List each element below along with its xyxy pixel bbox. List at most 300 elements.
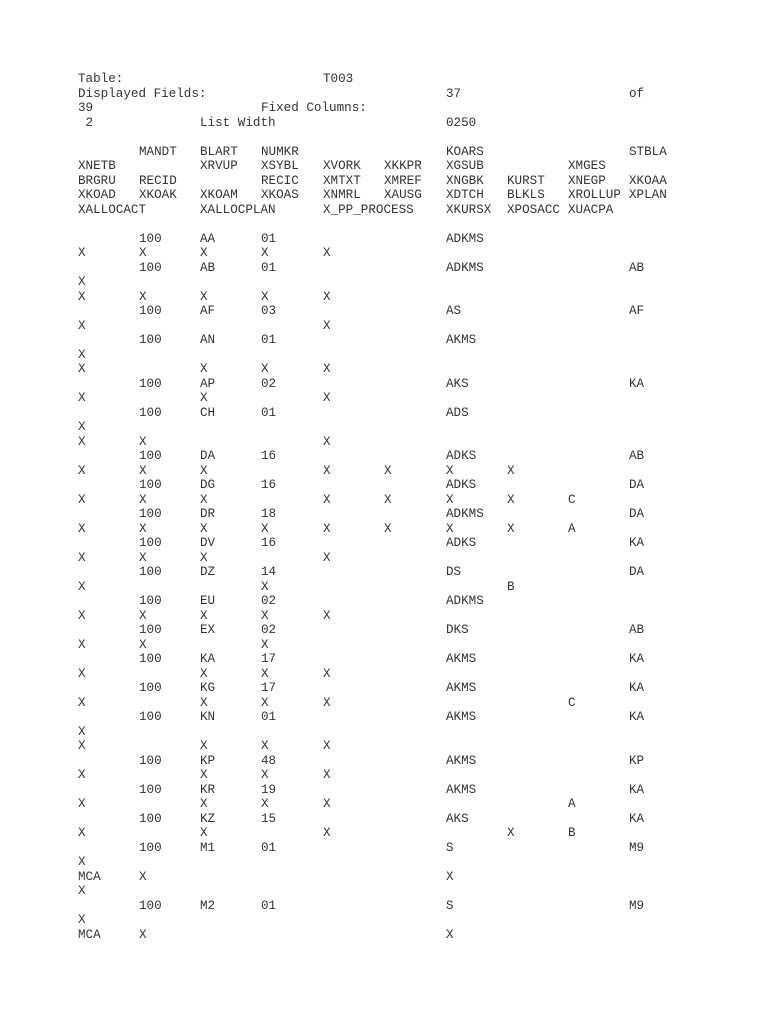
- text-line: [0, 507, 768, 522]
- cell-text: 100: [139, 753, 162, 768]
- cell-text: A: [568, 797, 576, 811]
- cell-text: DR: [200, 507, 216, 521]
- cell-text: X: [200, 362, 208, 376]
- cell-text: X: [200, 826, 208, 840]
- cell-text: ADKS: [446, 536, 477, 550]
- cell-text: KURST: [507, 173, 545, 188]
- cell-text: X: [323, 695, 331, 710]
- cell-text: M9: [629, 898, 645, 913]
- cell-text: X: [384, 521, 392, 536]
- cell-text: BLKLS: [507, 188, 545, 202]
- cell-text: Displayed Fields:: [78, 86, 207, 101]
- text-line: [0, 493, 768, 508]
- cell-text: KOARS: [446, 144, 484, 159]
- text-line: [0, 623, 768, 638]
- cell-text: X: [261, 695, 269, 710]
- cell-text: RECIC: [261, 173, 299, 188]
- cell-text: X: [200, 246, 208, 260]
- cell-text: XKOAS: [261, 188, 299, 202]
- cell-text: DV: [200, 536, 216, 550]
- cell-text: 01: [261, 840, 277, 855]
- cell-text: X: [78, 913, 86, 927]
- cell-text: 39: [78, 101, 94, 115]
- cell-text: X: [507, 521, 515, 536]
- cell-text: X: [78, 318, 86, 333]
- cell-text: 100: [139, 840, 162, 855]
- text-line: [0, 232, 768, 247]
- cell-text: 02: [261, 594, 277, 608]
- cell-text: X: [78, 797, 86, 811]
- cell-text: 03: [261, 304, 277, 318]
- cell-text: 16: [261, 449, 277, 463]
- cell-text: X: [78, 289, 86, 304]
- cell-text: X: [323, 434, 331, 449]
- cell-text: 100: [139, 710, 162, 724]
- cell-text: X: [323, 550, 331, 565]
- cell-text: 01: [261, 260, 277, 275]
- text-line: [0, 783, 768, 798]
- cell-text: X: [200, 391, 208, 405]
- cell-text: X: [261, 666, 269, 681]
- cell-text: ADS: [446, 405, 469, 420]
- cell-text: X: [78, 768, 86, 782]
- cell-text: X: [78, 855, 86, 869]
- text-line: [0, 319, 768, 334]
- cell-text: XNEGP: [568, 173, 606, 188]
- cell-text: KA: [629, 536, 645, 550]
- cell-text: KA: [629, 652, 645, 666]
- cell-text: X: [446, 869, 454, 884]
- cell-text: 100: [139, 507, 162, 521]
- cell-text: XPOSACC: [507, 202, 560, 217]
- cell-text: 100: [139, 304, 162, 318]
- cell-text: X_PP_PROCESS: [323, 202, 414, 217]
- cell-text: X: [261, 797, 269, 811]
- cell-text: X: [323, 797, 331, 811]
- cell-text: X: [78, 724, 86, 739]
- text-line: [0, 609, 768, 624]
- cell-text: XMGES: [568, 159, 606, 173]
- cell-text: X: [323, 666, 331, 681]
- cell-text: 100: [139, 376, 162, 391]
- cell-text: XMTXT: [323, 173, 361, 188]
- text-line: [0, 899, 768, 914]
- cell-text: ADKS: [446, 449, 477, 463]
- cell-text: Fixed Columns:: [261, 101, 367, 115]
- cell-text: 100: [139, 478, 162, 492]
- cell-text: KA: [200, 652, 216, 666]
- cell-text: X: [261, 637, 269, 652]
- cell-text: KA: [629, 681, 645, 695]
- text-line: [0, 246, 768, 261]
- cell-text: 100: [139, 594, 162, 608]
- cell-text: X: [261, 608, 269, 623]
- cell-text: DA: [629, 565, 645, 579]
- text-line: [0, 101, 768, 116]
- cell-text: X: [78, 463, 86, 478]
- text-line: [0, 841, 768, 856]
- text-line: [0, 174, 768, 189]
- cell-text: X: [139, 927, 147, 942]
- cell-text: X: [323, 362, 331, 376]
- cell-text: X: [139, 550, 147, 565]
- cell-text: AKMS: [446, 681, 477, 695]
- text-line: [0, 464, 768, 479]
- cell-text: X: [323, 289, 331, 304]
- text-line: [0, 406, 768, 421]
- text-line: [0, 536, 768, 551]
- cell-text: X: [78, 347, 86, 362]
- cell-text: X: [384, 463, 392, 478]
- cell-text: X: [78, 550, 86, 565]
- cell-text: XAUSG: [384, 188, 422, 202]
- cell-text: AKMS: [446, 710, 477, 724]
- cell-text: XROLLUP: [568, 188, 621, 202]
- cell-text: X: [139, 637, 147, 652]
- cell-text: 02: [261, 376, 277, 391]
- cell-text: X: [446, 463, 454, 478]
- cell-text: X: [200, 521, 208, 536]
- cell-text: X: [78, 826, 86, 840]
- cell-text: 100: [139, 681, 162, 695]
- cell-text: 01: [261, 231, 277, 246]
- cell-text: X: [323, 492, 331, 507]
- cell-text: X: [139, 608, 147, 623]
- cell-text: X: [200, 608, 208, 623]
- text-line: [0, 261, 768, 276]
- cell-text: 16: [261, 536, 277, 550]
- cell-text: X: [78, 579, 86, 594]
- cell-text: XKOAD: [78, 188, 116, 202]
- text-line: [0, 522, 768, 537]
- text-line: [0, 130, 768, 145]
- cell-text: AB: [200, 260, 216, 275]
- cell-text: DKS: [446, 623, 469, 637]
- cell-text: X: [200, 739, 208, 753]
- cell-text: 100: [139, 405, 162, 420]
- cell-text: AS: [446, 304, 462, 318]
- cell-text: 100: [139, 898, 162, 913]
- cell-text: 100: [139, 536, 162, 550]
- cell-text: X: [139, 463, 147, 478]
- cell-text: XALLOCPLAN: [200, 202, 276, 217]
- cell-text: X: [323, 246, 331, 260]
- cell-text: KR: [200, 782, 216, 797]
- cell-text: 18: [261, 507, 277, 521]
- cell-text: EX: [200, 623, 216, 637]
- cell-text: X: [78, 884, 86, 898]
- cell-text: X: [261, 739, 269, 753]
- cell-text: X: [507, 463, 515, 478]
- cell-text: X: [261, 246, 269, 260]
- cell-text: AP: [200, 376, 216, 391]
- cell-text: AKMS: [446, 753, 477, 768]
- cell-text: XNETB: [78, 159, 116, 173]
- cell-text: AB: [629, 449, 645, 463]
- cell-text: AB: [629, 260, 645, 275]
- cell-text: X: [200, 550, 208, 565]
- cell-text: 0250: [446, 115, 477, 130]
- cell-text: X: [78, 608, 86, 623]
- cell-text: MCA: [78, 927, 101, 942]
- cell-text: X: [139, 246, 147, 260]
- cell-text: DA: [200, 449, 216, 463]
- cell-text: X: [200, 463, 208, 478]
- text-line: [0, 116, 768, 131]
- cell-text: B: [507, 579, 515, 594]
- text-line: [0, 478, 768, 493]
- cell-text: X: [446, 492, 454, 507]
- cell-text: 17: [261, 652, 277, 666]
- cell-text: T003: [323, 72, 354, 86]
- cell-text: 01: [261, 710, 277, 724]
- cell-text: 100: [139, 231, 162, 246]
- text-line: [0, 87, 768, 102]
- cell-text: KP: [200, 753, 216, 768]
- cell-text: KG: [200, 681, 216, 695]
- text-line: [0, 696, 768, 711]
- cell-text: 100: [139, 811, 162, 826]
- cell-text: AKMS: [446, 652, 477, 666]
- cell-text: 01: [261, 333, 277, 347]
- cell-text: BRGRU: [78, 173, 116, 188]
- cell-text: M9: [629, 840, 645, 855]
- cell-text: XPLAN: [629, 188, 667, 202]
- cell-text: 15: [261, 811, 277, 826]
- text-line: [0, 812, 768, 827]
- cell-text: X: [261, 289, 269, 304]
- text-line: [0, 913, 768, 928]
- text-line: [0, 725, 768, 740]
- cell-text: CH: [200, 405, 216, 420]
- text-line: [0, 449, 768, 464]
- cell-text: X: [323, 463, 331, 478]
- cell-text: KA: [629, 782, 645, 797]
- text-line: [0, 420, 768, 435]
- cell-text: 48: [261, 753, 277, 768]
- cell-text: 100: [139, 260, 162, 275]
- cell-text: X: [323, 739, 331, 753]
- text-line: [0, 710, 768, 725]
- cell-text: XSYBL: [261, 159, 299, 173]
- text-line: [0, 580, 768, 595]
- text-line: [0, 348, 768, 363]
- cell-text: X: [78, 420, 86, 434]
- cell-text: X: [323, 768, 331, 782]
- cell-text: X: [200, 492, 208, 507]
- cell-text: AB: [629, 623, 645, 637]
- text-line: [0, 217, 768, 232]
- cell-text: X: [261, 521, 269, 536]
- cell-text: BLART: [200, 144, 238, 159]
- cell-text: Table:: [78, 72, 124, 86]
- cell-text: 100: [139, 449, 162, 463]
- text-line: [0, 203, 768, 218]
- text-line: [0, 333, 768, 348]
- cell-text: ADKMS: [446, 594, 484, 608]
- cell-text: X: [323, 521, 331, 536]
- cell-text: X: [139, 869, 147, 884]
- cell-text: 01: [261, 405, 277, 420]
- cell-text: X: [200, 797, 208, 811]
- cell-text: List Width: [200, 115, 276, 130]
- cell-text: 02: [261, 623, 277, 637]
- text-line: [0, 884, 768, 899]
- text-line: [0, 391, 768, 406]
- cell-text: XKURSX: [446, 202, 492, 217]
- cell-text: XGSUB: [446, 159, 484, 173]
- cell-text: X: [78, 637, 86, 652]
- cell-text: KN: [200, 710, 216, 724]
- cell-text: X: [507, 826, 515, 840]
- text-line: [0, 188, 768, 203]
- cell-text: X: [323, 391, 331, 405]
- cell-text: X: [78, 666, 86, 681]
- cell-text: XKKPR: [384, 159, 422, 173]
- cell-text: X: [78, 695, 86, 710]
- text-line: [0, 435, 768, 450]
- cell-text: KA: [629, 710, 645, 724]
- cell-text: X: [323, 318, 331, 333]
- cell-text: C: [568, 695, 576, 710]
- text-line: [0, 638, 768, 653]
- cell-text: MANDT: [139, 144, 177, 159]
- cell-text: 100: [139, 623, 162, 637]
- cell-text: XKOAA: [629, 173, 667, 188]
- cell-text: AA: [200, 231, 216, 246]
- cell-text: X: [78, 521, 86, 536]
- text-line: [0, 754, 768, 769]
- cell-text: RECID: [139, 173, 177, 188]
- cell-text: X: [139, 289, 147, 304]
- cell-text: X: [261, 768, 269, 782]
- cell-text: X: [446, 927, 454, 942]
- cell-text: XMREF: [384, 173, 422, 188]
- cell-text: 100: [139, 652, 162, 666]
- cell-text: X: [139, 521, 147, 536]
- cell-text: X: [78, 492, 86, 507]
- text-line: [0, 551, 768, 566]
- text-line: [0, 377, 768, 392]
- text-line: [0, 768, 768, 783]
- text-line: [0, 72, 768, 87]
- cell-text: DS: [446, 565, 462, 579]
- cell-text: 14: [261, 565, 277, 579]
- cell-text: AF: [200, 304, 216, 318]
- cell-text: 37: [446, 86, 462, 101]
- cell-text: A: [568, 521, 576, 536]
- text-line: [0, 855, 768, 870]
- cell-text: X: [200, 768, 208, 782]
- text-line: [0, 681, 768, 696]
- cell-text: DG: [200, 478, 216, 492]
- cell-text: AF: [629, 304, 645, 318]
- cell-text: KZ: [200, 811, 216, 826]
- cell-text: X: [323, 826, 331, 840]
- cell-text: XRVUP: [200, 159, 238, 173]
- cell-text: DA: [629, 507, 645, 521]
- cell-text: M1: [200, 840, 216, 855]
- cell-text: XALLOCACT: [78, 202, 147, 217]
- text-line: [0, 275, 768, 290]
- cell-text: X: [323, 608, 331, 623]
- cell-text: ADKMS: [446, 507, 484, 521]
- cell-text: XNMRL: [323, 188, 361, 202]
- cell-text: X: [200, 289, 208, 304]
- cell-text: AKMS: [446, 782, 477, 797]
- text-line: [0, 797, 768, 812]
- cell-text: B: [568, 826, 576, 840]
- cell-text: S: [446, 840, 454, 855]
- cell-text: 100: [139, 565, 162, 579]
- text-line: [0, 565, 768, 580]
- text-line: [0, 594, 768, 609]
- cell-text: X: [78, 246, 86, 260]
- cell-text: XUACPA: [568, 202, 614, 217]
- cell-text: XKOAK: [139, 188, 177, 202]
- cell-text: 16: [261, 478, 277, 492]
- cell-text: X: [507, 492, 515, 507]
- text-line: [0, 667, 768, 682]
- cell-text: 19: [261, 782, 277, 797]
- text-line: [0, 826, 768, 841]
- cell-text: XDTCH: [446, 188, 484, 202]
- cell-text: AKS: [446, 376, 469, 391]
- cell-text: X: [261, 362, 269, 376]
- cell-text: X: [200, 695, 208, 710]
- cell-text: XKOAM: [200, 188, 238, 202]
- cell-text: KA: [629, 376, 645, 391]
- cell-text: STBLA: [629, 144, 667, 159]
- text-line: [0, 928, 768, 943]
- cell-text: KA: [629, 811, 645, 826]
- cell-text: AKS: [446, 811, 469, 826]
- text-line: [0, 362, 768, 377]
- cell-text: X: [139, 434, 147, 449]
- cell-text: 100: [139, 782, 162, 797]
- cell-text: ADKMS: [446, 231, 484, 246]
- cell-text: AN: [200, 333, 216, 347]
- text-line: [0, 870, 768, 885]
- cell-text: X: [78, 391, 86, 405]
- cell-text: X: [78, 434, 86, 449]
- cell-text: X: [200, 666, 208, 681]
- cell-text: X: [446, 521, 454, 536]
- text-line: [0, 290, 768, 305]
- cell-text: 01: [261, 898, 277, 913]
- cell-text: S: [446, 898, 454, 913]
- cell-text: X: [384, 492, 392, 507]
- text-line: [0, 739, 768, 754]
- cell-text: ADKMS: [446, 260, 484, 275]
- text-line: [0, 159, 768, 174]
- cell-text: X: [78, 275, 86, 289]
- cell-text: DA: [629, 478, 645, 492]
- cell-text: MCA: [78, 869, 101, 884]
- cell-text: XNGBK: [446, 173, 484, 188]
- cell-text: NUMKR: [261, 144, 299, 159]
- cell-text: 2: [78, 115, 94, 130]
- cell-text: X: [78, 362, 86, 376]
- cell-text: XVORK: [323, 159, 361, 173]
- cell-text: X: [78, 739, 86, 753]
- cell-text: X: [139, 492, 147, 507]
- cell-text: X: [261, 579, 269, 594]
- cell-text: AKMS: [446, 333, 477, 347]
- text-line: [0, 304, 768, 319]
- cell-text: 17: [261, 681, 277, 695]
- cell-text: M2: [200, 898, 216, 913]
